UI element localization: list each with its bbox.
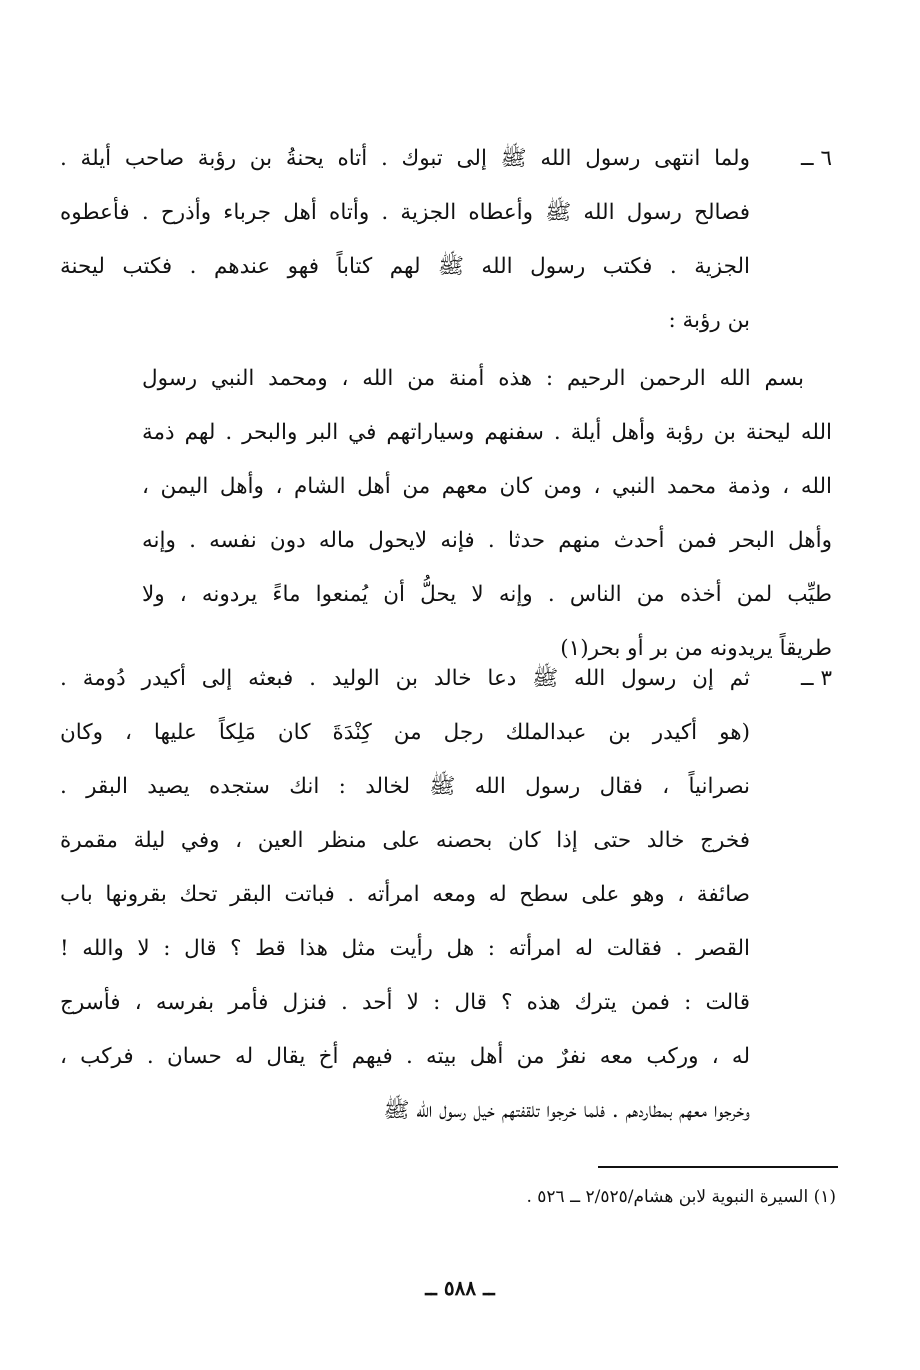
paragraph-marker: ٣ ــ bbox=[801, 666, 832, 691]
footnote: (١) السيرة النبوية لابن هشام/٢/٥٢٥ ــ ٥٢٦ . bbox=[526, 1187, 836, 1207]
page-number: ــ ٥٨٨ ــ bbox=[425, 1276, 495, 1300]
text-line: الله ، وذمة محمد النبي ، ومن كان معهم من أهل الشام ، وأهل اليمن ، bbox=[142, 474, 832, 499]
text-line: ولما انتهى رسول الله ﷺ إلى تبوك . أتاه يحنةُ بن رؤبة صاحب أيلة . bbox=[60, 146, 750, 171]
text-line: قالت : فمن يترك هذه ؟ قال : لا أحد . فنزل فأمر بفرسه ، فأسرج bbox=[60, 990, 750, 1015]
text-line: (هو أكيدر بن عبدالملك رجل من كِنْدَةَ كان مَلِكاً عليها ، وكان bbox=[60, 720, 750, 745]
text-line: له ، وركب معه نفرٌ من أهل بيته . فيهم أخ يقال له حسان . فركب ، bbox=[60, 1044, 750, 1069]
text-line: وخرجوا معهم بمطاردهم . فلما خرجوا تلقفتهم خيل رسول الله ﷺ bbox=[383, 1098, 750, 1123]
text-line: الله ليحنة بن رؤبة وأهل أيلة . سفنهم وسياراتهم في البر والبحر . لهم ذمة bbox=[142, 420, 832, 445]
text-line: صائفة ، وهو على سطح له ومعه امرأته . فباتت البقر تحك بقرونها باب bbox=[60, 882, 750, 907]
text-line: وأهل البحر فمن أحدث منهم حدثا . فإنه لايحول ماله دون نفسه . وإنه bbox=[142, 528, 832, 553]
letter-paragraph bbox=[142, 352, 832, 676]
footnote-separator bbox=[598, 1166, 838, 1168]
paragraph-marker: ٦ ــ bbox=[801, 146, 832, 171]
text-line: طيِّب لمن أخذه من الناس . وإنه لا يحلُّ أن يُمنعوا ماءً يردونه ، ولا bbox=[142, 582, 832, 607]
text-line: الجزية . فكتب رسول الله ﷺ لهم كتاباً فهو عندهم . فكتب ليحنة bbox=[60, 254, 750, 279]
text-line: بن رؤبة : bbox=[668, 308, 750, 333]
text-line: فصالح رسول الله ﷺ وأعطاه الجزية . وأتاه أهل جرباء وأذرح . فأعطوه bbox=[60, 200, 750, 225]
text-line: فخرج خالد حتى إذا كان بحصنه على منظر العين ، وفي ليلة مقمرة bbox=[60, 828, 750, 853]
text-line: ثم إن رسول الله ﷺ دعا خالد بن الوليد . فبعثه إلى أكيدر دُومة . bbox=[60, 666, 750, 691]
text-line: نصرانياً ، فقال رسول الله ﷺ لخالد : انك ستجده يصيد البقر . bbox=[60, 774, 750, 799]
text-line: بسم الله الرحمن الرحيم : هذه أمنة من الله ، ومحمد النبي رسول bbox=[142, 366, 804, 391]
text-line: طريقاً يريدونه من بر أو بحر(١) bbox=[560, 636, 832, 661]
text-line: القصر . فقالت له امرأته : هل رأيت مثل هذا قط ؟ قال : لا والله ! bbox=[60, 936, 750, 961]
